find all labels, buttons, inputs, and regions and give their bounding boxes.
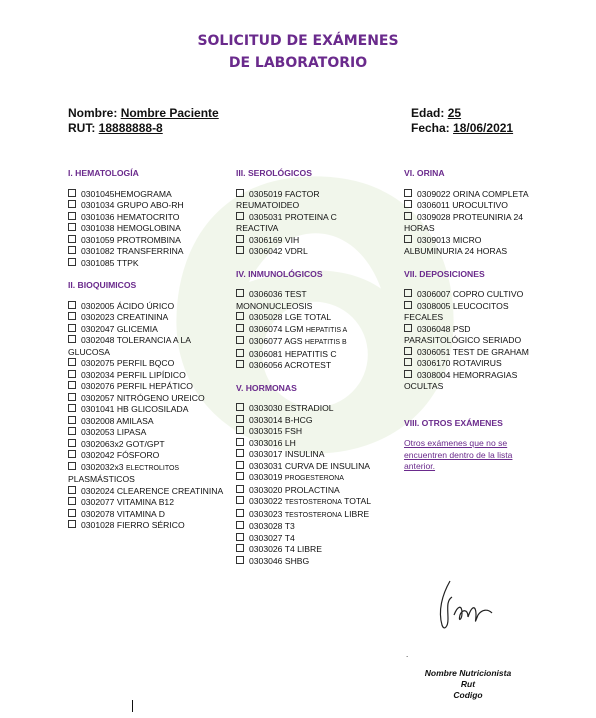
exam-label: 0308005 LEUCOCITOS FECALES: [404, 300, 509, 322]
exam-label: 0302047 GLICEMIA: [81, 323, 158, 334]
exam-label: 0302053 LIPASA: [81, 427, 147, 437]
exam-item: [236, 449, 376, 461]
exam-item: [404, 189, 539, 201]
exam-checkbox[interactable]: [404, 200, 412, 208]
exam-item: [236, 521, 376, 533]
exam-checkbox[interactable]: [236, 403, 244, 411]
exam-item: [236, 556, 376, 568]
exam-label: 0309013 MICRO ALBUMINURIA 24 HORAS: [404, 234, 508, 256]
exam-item: [404, 347, 539, 359]
exam-checkbox[interactable]: [236, 461, 244, 469]
column-1: [68, 168, 226, 532]
exam-label: 0306048 PSD PARASITOLÓGICO SERIADO: [404, 323, 522, 345]
exam-label: 0302075 PERFIL BQCO: [81, 358, 175, 368]
exam-checkbox[interactable]: [404, 235, 412, 243]
exam-label: 0303017 INSULINA: [249, 449, 325, 459]
exam-item: [404, 200, 539, 212]
exam-checkbox[interactable]: [404, 301, 412, 309]
request-date: Fecha: 18/06/2021: [411, 121, 514, 135]
exam-label: 0302005 ÁCIDO ÚRICO: [81, 300, 175, 311]
exam-item: [236, 235, 376, 247]
exam-checkbox[interactable]: [236, 349, 244, 357]
exam-label: 0302077 VITAMINA B12: [81, 497, 174, 507]
exam-item: [68, 439, 226, 451]
exam-label: 0301059 PROTROMBINA: [81, 234, 181, 245]
exam-item: 0306036 TEST MONONUCLEOSIS: [236, 289, 313, 311]
exam-label: 0306042 VDRL: [249, 246, 308, 256]
signature-dot: .: [406, 650, 409, 659]
exam-label: 0302024 CLEARENCE CREATININA: [81, 485, 224, 496]
exam-checkbox[interactable]: [68, 324, 76, 332]
section-serologicos: III. SEROLÓGICOS: [236, 168, 312, 178]
exam-label: 0301028 FIERRO SÉRICO: [81, 520, 185, 530]
exam-label: 0301045HEMOGRAMA: [81, 188, 172, 199]
exam-checkbox[interactable]: [68, 301, 76, 309]
exam-checkbox[interactable]: [236, 235, 244, 243]
exam-item: 0306081 HEPATITIS C: [236, 349, 376, 361]
exam-label: 0301041 HB GLICOSILADA: [81, 404, 189, 414]
patient-rut: RUT: 18888888-8: [68, 121, 163, 135]
exam-item: [404, 358, 539, 370]
exam-checkbox[interactable]: [236, 426, 244, 434]
exam-checkbox[interactable]: [236, 556, 244, 564]
exam-item: [68, 370, 226, 382]
exam-label: 0302063x2 GOT/GPT: [81, 438, 165, 449]
exam-item: [404, 370, 539, 393]
patient-name: Nombre: Nombre Paciente: [68, 106, 219, 120]
exam-checkbox[interactable]: [236, 521, 244, 529]
exam-checkbox[interactable]: [68, 223, 76, 231]
exam-label: 0306007 COPRO CULTIVO: [417, 289, 524, 299]
exam-checkbox[interactable]: [236, 533, 244, 541]
exam-item: 0305028 LGE TOTAL: [236, 312, 376, 324]
exam-item: [68, 404, 226, 416]
otros-text: Otros exámenes que no se encuentren dentro de la lista anterior.: [404, 438, 513, 471]
exam-label: 0302042 FÓSFORO: [81, 450, 160, 460]
exam-item: [236, 403, 376, 415]
exam-label: 0303030 ESTRADIOL: [249, 403, 334, 413]
exam-checkbox[interactable]: [68, 416, 76, 424]
exam-checkbox[interactable]: [236, 336, 244, 344]
exam-label: 0308004 HEMORRAGIAS OCULTAS: [404, 369, 518, 391]
exam-item: [68, 223, 226, 235]
exam-label: 0303016 LH: [249, 437, 296, 448]
exam-label: 0303031 CURVA DE INSULINA: [249, 460, 371, 471]
exam-label: 0306011 UROCULTIVO: [417, 200, 508, 210]
exam-item: [68, 393, 226, 405]
exam-checkbox[interactable]: [236, 544, 244, 552]
exam-checkbox[interactable]: [404, 324, 412, 332]
exam-item: [68, 450, 226, 462]
exam-item: [68, 189, 226, 201]
exam-label: 0302048 TOLERANCIA A LA GLUCOSA: [68, 335, 191, 357]
exam-checkbox[interactable]: [68, 370, 76, 378]
exam-checkbox[interactable]: [236, 472, 244, 480]
text-cursor: [132, 700, 133, 712]
exam-checkbox[interactable]: [68, 450, 76, 458]
exam-checkbox[interactable]: [68, 486, 76, 494]
exam-item: [404, 301, 539, 324]
exam-checkbox[interactable]: [236, 212, 244, 220]
exam-checkbox[interactable]: [236, 324, 244, 332]
exam-checkbox[interactable]: [404, 370, 412, 378]
exam-checkbox[interactable]: [236, 360, 244, 368]
column-2: [236, 168, 376, 567]
exam-item: [68, 200, 226, 212]
page-title: SOLICITUD DE EXÁMENES DE LABORATORIO: [197, 33, 399, 71]
exam-item: 0303022 TESTOSTERONA TOTAL: [236, 496, 376, 509]
exam-item: [68, 312, 226, 324]
exam-label: 0301085 TTPK: [81, 257, 139, 268]
exam-label: 0302057 NITRÓGENO UREICO: [81, 392, 205, 403]
exam-checkbox[interactable]: [68, 335, 76, 343]
exam-checkbox[interactable]: [68, 393, 76, 401]
exam-checkbox[interactable]: [68, 258, 76, 266]
exam-item: [68, 416, 226, 428]
exam-item: [68, 246, 226, 258]
patient-age: Edad: 25: [411, 106, 462, 120]
section-otros: VIII. OTROS EXÁMENES: [404, 417, 503, 428]
section-hematologia: I. HEMATOLOGÍA: [68, 168, 139, 178]
exam-label: 0301036 HEMATOCRITO: [81, 211, 180, 222]
exam-label: 0302078 VITAMINA D: [81, 508, 165, 519]
exam-label: 0301082 TRANSFERRINA: [81, 246, 184, 256]
exam-checkbox[interactable]: [68, 509, 76, 517]
exam-checkbox[interactable]: [68, 200, 76, 208]
exam-item: 0302032x3 ELECTROLITOS PLASMÁSTICOS: [68, 461, 180, 484]
exam-label: 0303026 T4 LIBRE: [249, 544, 322, 554]
exam-checkbox[interactable]: [68, 312, 76, 320]
exam-checkbox[interactable]: [68, 439, 76, 447]
signature-image: [428, 575, 498, 635]
exam-label: 0302008 AMILASA: [81, 415, 154, 426]
exam-item: [68, 212, 226, 224]
section-orina: VI. ORINA: [404, 168, 445, 178]
exam-checkbox[interactable]: [68, 497, 76, 505]
exam-item: [236, 533, 376, 545]
section-deposiciones: VII. DEPOSICIONES: [404, 268, 485, 279]
exam-item: [404, 289, 539, 301]
exam-checkbox[interactable]: [68, 246, 76, 254]
exam-checkbox[interactable]: [404, 189, 412, 197]
exam-item: [236, 461, 376, 473]
exam-checkbox[interactable]: [236, 289, 244, 297]
exam-item: [68, 509, 226, 521]
exam-item: [404, 212, 539, 235]
exam-label: 0301034 GRUPO ABO-RH: [81, 200, 184, 210]
exam-checkbox[interactable]: [68, 427, 76, 435]
exam-label: 0306170 ROTAVIRUS: [417, 358, 502, 368]
exam-item: [68, 301, 226, 313]
exam-checkbox[interactable]: [68, 462, 76, 470]
exam-checkbox[interactable]: [68, 358, 76, 366]
exam-label: 0301038 HEMOGLOBINA: [81, 223, 181, 233]
exam-item: 0306074 LGM HEPATITIS A: [236, 324, 376, 337]
exam-checkbox[interactable]: [236, 415, 244, 423]
exam-item: 0303020 PROLACTINA: [236, 485, 376, 497]
exam-checkbox[interactable]: [68, 189, 76, 197]
exam-label: 0302034 PERFIL LIPÍDICO: [81, 369, 186, 380]
exam-label: 0303027 T4: [249, 532, 295, 543]
exam-item: [236, 544, 376, 556]
exam-checkbox[interactable]: [68, 404, 76, 412]
exam-item: [236, 415, 376, 427]
exam-item: [236, 426, 376, 438]
exam-checkbox[interactable]: [68, 520, 76, 528]
exam-item: [68, 258, 226, 270]
exam-item: [68, 520, 226, 532]
exam-item: [236, 212, 376, 235]
exam-checkbox[interactable]: [236, 246, 244, 254]
exam-checkbox[interactable]: [68, 235, 76, 243]
exam-item: [404, 235, 539, 258]
exam-checkbox[interactable]: [404, 347, 412, 355]
exam-label: 0303028 T3: [249, 521, 295, 531]
column-3: [404, 168, 539, 473]
section-hormonas: V. HORMONAS: [236, 382, 297, 393]
exam-item: [68, 335, 226, 358]
exam-label: 0302023 CREATININA: [81, 312, 169, 322]
exam-item: 0306056 ACROTEST: [236, 360, 376, 372]
exam-item: [236, 189, 376, 212]
exam-item: [68, 381, 226, 393]
exam-label: 0305031 PROTEINA C REACTIVA: [236, 211, 337, 233]
exam-item: [236, 246, 376, 258]
exam-label: 0302076 PERFIL HEPÁTICO: [81, 381, 193, 391]
exam-checkbox[interactable]: [68, 381, 76, 389]
exam-item: [236, 438, 376, 450]
exam-checkbox[interactable]: [68, 212, 76, 220]
exam-item: [68, 358, 226, 370]
exam-checkbox[interactable]: [236, 189, 244, 197]
exam-checkbox[interactable]: [236, 438, 244, 446]
exam-item: [68, 486, 226, 498]
exam-label: 0305019 FACTOR REUMATOIDEO: [236, 188, 320, 210]
exam-checkbox[interactable]: [236, 496, 244, 504]
exam-item: 0303023 TESTOSTERONA LIBRE: [236, 509, 376, 522]
exam-label: 0306169 VIH: [249, 234, 300, 245]
exam-item: [68, 235, 226, 247]
exam-item: [68, 324, 226, 336]
exam-item: 0306077 AGS HEPATITIS B: [236, 336, 376, 349]
exam-label: 0303014 B-HCG: [249, 414, 313, 425]
exam-item: 0303019 PROGESTERONA: [236, 472, 376, 485]
exam-checkbox[interactable]: [236, 509, 244, 517]
exam-checkbox[interactable]: [404, 289, 412, 297]
exam-item: [68, 497, 226, 509]
exam-checkbox[interactable]: [404, 358, 412, 366]
nutritionist-signature: Nombre Nutricionista Rut Codigo: [424, 668, 512, 700]
exam-item: [68, 427, 226, 439]
section-inmunologicos: IV. INMUNOLÓGICOS: [236, 268, 323, 279]
exam-checkbox[interactable]: [404, 212, 412, 220]
exam-checkbox[interactable]: [236, 449, 244, 457]
exam-item: [404, 324, 539, 347]
exam-label: 0309028 PROTEUNIRIA 24 HORAS: [404, 211, 524, 233]
exam-label: 0306051 TEST DE GRAHAM: [417, 346, 529, 357]
exam-checkbox[interactable]: [236, 485, 244, 493]
exam-checkbox[interactable]: [236, 312, 244, 320]
exam-label: 0303046 SHBG: [249, 555, 310, 566]
exam-label: 0303015 FSH: [249, 426, 303, 436]
exam-label: 0309022 ORINA COMPLETA: [417, 188, 529, 199]
section-bioquimicos: II. BIOQUIMICOS: [68, 280, 137, 290]
